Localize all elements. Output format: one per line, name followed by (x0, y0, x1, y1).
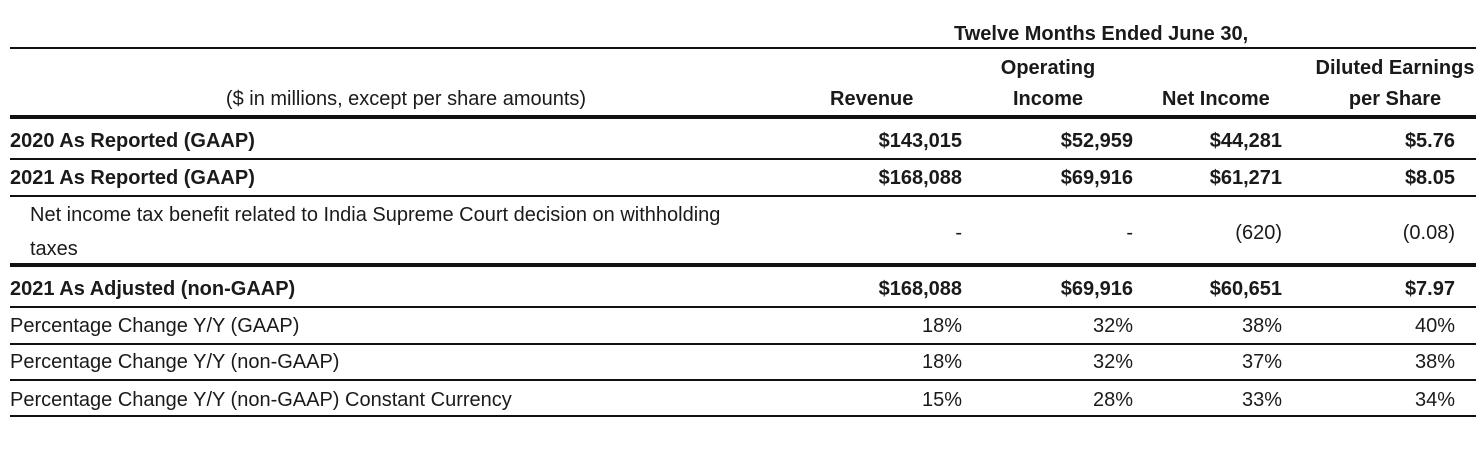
row-label: Percentage Change Y/Y (non-GAAP) (10, 351, 340, 373)
row-label: 2021 As Reported (GAAP) (10, 167, 255, 189)
operating-income-value: $69,916 (1060, 167, 1133, 189)
row-label-line1: Net income tax benefit related to India Supreme Court decision on withholding (30, 204, 721, 226)
row-rule (10, 306, 1476, 308)
net-income-value: (620) (1235, 222, 1282, 244)
table-bottom-rule (10, 415, 1476, 417)
net-income-value: 37% (1241, 351, 1282, 373)
net-income-value: 33% (1241, 389, 1282, 411)
operating-income-value: 32% (1092, 315, 1133, 337)
revenue-value: $168,088 (878, 167, 962, 189)
diluted-eps-value: $5.76 (1404, 130, 1455, 152)
net-income-value: $61,271 (1209, 167, 1282, 189)
row-rule (10, 379, 1476, 381)
row-label-line2: taxes (30, 238, 78, 260)
units-label: ($ in millions, except per share amounts) (225, 88, 587, 110)
row-label: Percentage Change Y/Y (GAAP) (10, 315, 300, 337)
subtotal-rule (10, 263, 1476, 267)
diluted-eps-value: $8.05 (1404, 167, 1455, 189)
operating-income-header-line1: Operating (1000, 57, 1096, 79)
diluted-eps-header-line2: per Share (1348, 88, 1442, 110)
diluted-eps-value: 40% (1414, 315, 1455, 337)
operating-income-value: - (1126, 222, 1133, 244)
operating-income-value: 28% (1092, 389, 1133, 411)
row-label: 2020 As Reported (GAAP) (10, 130, 255, 152)
financial-table (10, 14, 1476, 434)
net-income-header: Net Income (1162, 88, 1270, 110)
diluted-eps-value: $7.97 (1404, 278, 1455, 300)
diluted-eps-header-line1: Diluted Earnings (1315, 57, 1475, 79)
operating-income-value: $69,916 (1060, 278, 1133, 300)
row-label: 2021 As Adjusted (non-GAAP) (10, 278, 296, 300)
revenue-value: - (955, 222, 962, 244)
revenue-value: 15% (921, 389, 962, 411)
net-income-value: 38% (1241, 315, 1282, 337)
row-label: Percentage Change Y/Y (non-GAAP) Constant Currency (10, 389, 512, 411)
revenue-value: $143,015 (878, 130, 962, 152)
operating-income-value: $52,959 (1060, 130, 1133, 152)
row-rule (10, 158, 1476, 160)
net-income-value: $60,651 (1209, 278, 1282, 300)
operating-income-value: 32% (1092, 351, 1133, 373)
row-rule (10, 195, 1476, 197)
operating-income-header-line2: Income (1012, 88, 1084, 110)
diluted-eps-value: 34% (1414, 389, 1455, 411)
header-rule (10, 47, 1476, 49)
diluted-eps-value: 38% (1414, 351, 1455, 373)
revenue-value: $168,088 (878, 278, 962, 300)
revenue-value: 18% (921, 351, 962, 373)
diluted-eps-value: (0.08) (1402, 222, 1455, 244)
net-income-value: $44,281 (1209, 130, 1282, 152)
row-rule (10, 343, 1476, 345)
period-header: Twelve Months Ended June 30, (954, 23, 1249, 45)
revenue-header: Revenue (830, 88, 914, 110)
header-bottom-rule (10, 115, 1476, 119)
revenue-value: 18% (921, 315, 962, 337)
